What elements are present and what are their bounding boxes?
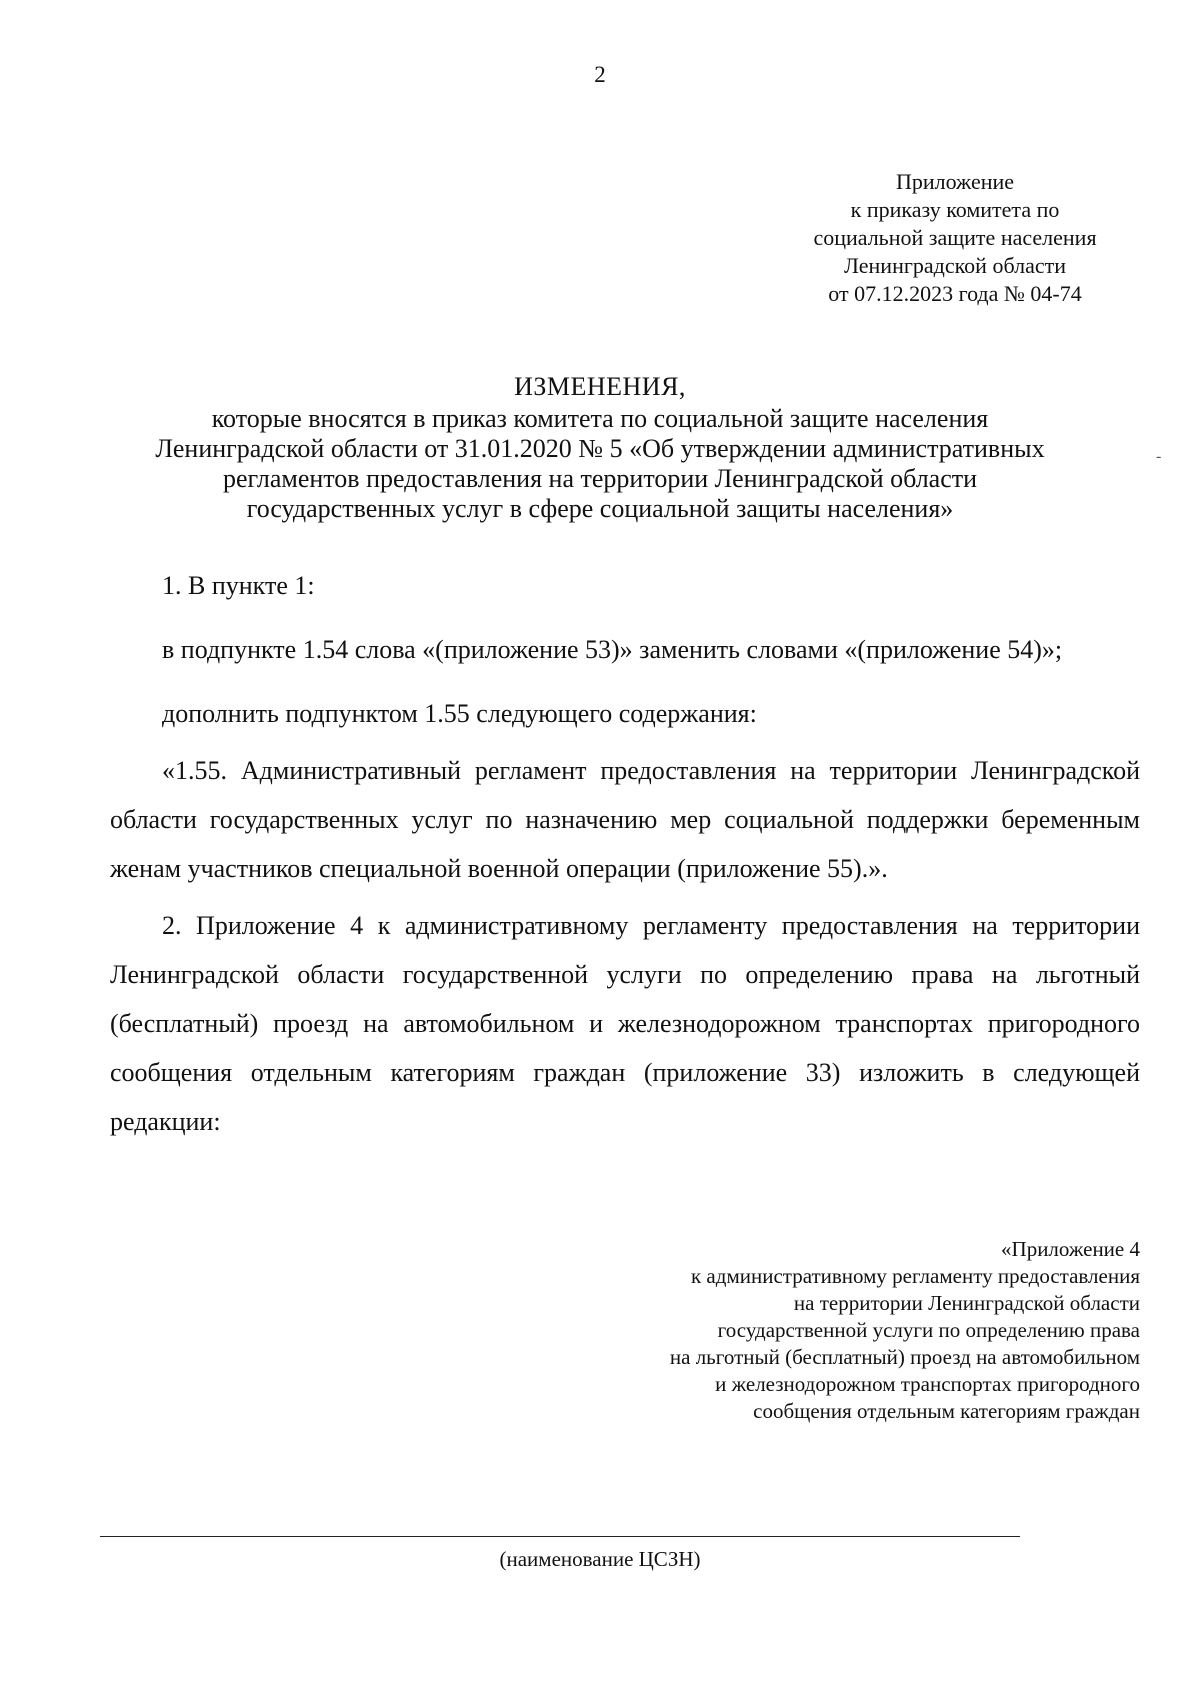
document-subtitle (100, 404, 1100, 524)
stray-mark: - (1156, 448, 1162, 465)
corner-stamp-line: к приказу комитета по (850, 197, 1060, 222)
appendix-line: на территории Ленинградской области (793, 1291, 1140, 1315)
appendix-header (580, 1236, 1140, 1425)
page-number: 2 (594, 62, 606, 87)
appendix-line: к административному регламенту предоставления (690, 1264, 1140, 1288)
body-paragraph: 2. Приложение 4 к административному регламенту предоставления на территории Ленинградской области государственной услуги по определению права на льготный (бесплатный) проезд на автомобильном и железнодорожном транспортах пригородного сообщения отдельным категориям граждан (приложение 33) изложить в следующей редакции: (110, 911, 1140, 1136)
document-title: ИЗМЕНЕНИЯ, (514, 372, 686, 401)
appendix-line: и железнодорожном транспортах пригородного (715, 1372, 1140, 1396)
corner-stamp-line: Приложение (895, 169, 1015, 194)
signature-line (100, 1536, 1020, 1537)
corner-stamp-line: Ленинградской области (844, 253, 1066, 278)
body-paragraph: 1. В пункте 1: (162, 571, 315, 600)
signature-caption: (наименование ЦСЗН) (499, 1547, 701, 1571)
appendix-line: государственной услуги по определению права (717, 1318, 1140, 1342)
subtitle-line: Ленинградской области от 31.01.2020 № 5 «Об утверждении административных (155, 434, 1045, 463)
appendix-line: на льготный (бесплатный) проезд на автомобильном (669, 1345, 1140, 1369)
corner-stamp (800, 168, 1110, 308)
subtitle-line: которые вносятся в приказ комитета по социальной защите населения (211, 404, 989, 433)
corner-stamp-line: от 07.12.2023 года № 04-74 (828, 281, 1082, 306)
body-paragraph: дополнить подпунктом 1.55 следующего содержания: (162, 699, 757, 728)
appendix-line: «Приложение 4 (1001, 1237, 1140, 1261)
subtitle-line: государственных услуг в сфере социальной защиты населения» (246, 494, 954, 523)
body-paragraph: в подпункте 1.54 слова «(приложение 53)» заменить словами «(приложение 54)»; (162, 635, 1063, 664)
body-paragraph: «1.55. Административный регламент предоставления на территории Ленинградской области государственных услуг по назначению мер социальной поддержки беременным женам участников специальной военной операции (приложение 55).». (110, 756, 1140, 883)
subtitle-line: регламентов предоставления на территории Ленинградской области (222, 464, 978, 493)
appendix-line: сообщения отдельным категориям граждан (753, 1399, 1140, 1423)
corner-stamp-line: социальной защите населения (813, 225, 1097, 250)
document-body (110, 561, 1140, 1146)
